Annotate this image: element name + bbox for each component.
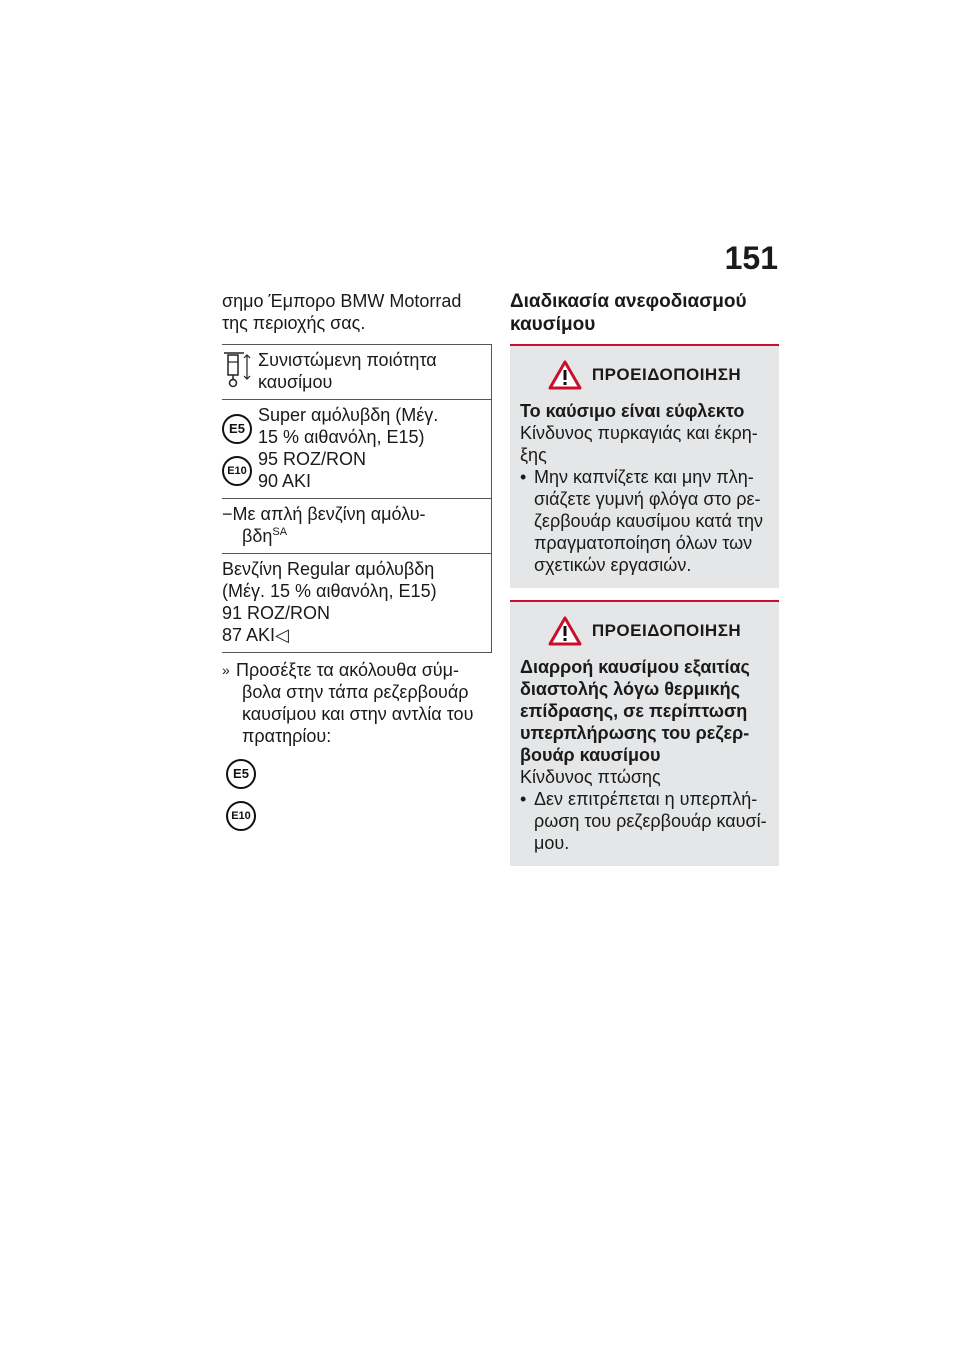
warning-triangle-icon: [548, 360, 582, 390]
fuel-quality-table: [222, 344, 492, 653]
instruction-step: [222, 659, 492, 747]
intro-text: [222, 290, 492, 334]
section-title-line: καυσίμου: [510, 314, 596, 335]
section-title: [510, 290, 779, 336]
warning-risk: Κίνδυνος πτώσης: [520, 767, 661, 787]
bullet-line: ρωση του ρεζερβουάρ καυσί-: [534, 811, 767, 831]
instruction-marker: »: [222, 662, 230, 678]
warning-bullet: [520, 788, 769, 854]
instruction-line: Προσέξτε τα ακόλουθα σύμ-: [236, 660, 460, 680]
bullet-line: Μην καπνίζετε και μην πλη-: [534, 467, 754, 487]
option-sup: SA: [272, 526, 288, 538]
left-column: [222, 290, 492, 843]
fuel-quality-icon: [222, 349, 252, 389]
warning-risk: Κίνδυνος πυρκαγιάς και έκρη-: [520, 423, 758, 443]
warning-title: επίδρασης, σε περίπτωση: [520, 701, 748, 721]
table-row-option: [222, 499, 492, 554]
regular-line: (Μέγ. 15 % αιθανόλη, E15): [222, 581, 437, 601]
bullet-line: ζερβουάρ καυσίμου κατά την: [534, 511, 763, 531]
instruction-line: καυσίμου και στην αντλία του: [242, 704, 474, 724]
intro-line: σημο Έμπορο BMW Motorrad: [222, 291, 462, 311]
warning-title: υπερπλήρωσης του ρεζερ-: [520, 723, 750, 743]
instruction-line: βολα στην τάπα ρεζερβουάρ: [242, 682, 469, 702]
table-row-regular: [222, 554, 492, 653]
warning-label: ΠΡΟΕΙΔΟΠΟΙΗΣΗ: [591, 365, 742, 384]
warning-box: [510, 346, 779, 588]
bullet-icon: •: [520, 789, 527, 809]
bullet-line: σιάζετε γυμνή φλόγα στο ρε-: [534, 489, 761, 509]
super-line: 95 ROZ/RON: [258, 449, 367, 469]
warning-title: βουάρ καυσίμου: [520, 745, 661, 765]
table-header-row: [222, 345, 492, 400]
warning-label: ΠΡΟΕΙΔΟΠΟΙΗΣΗ: [591, 621, 742, 640]
warning-title: Το καύσιμο είναι εύφλεκτο: [520, 401, 745, 421]
right-column: [510, 290, 779, 866]
warning-title: διαστολής λόγω θερμικής: [520, 679, 741, 699]
bullet-line: μου.: [534, 833, 570, 853]
intro-line: της περιοχής σας.: [222, 313, 366, 333]
bullet-line: πραγματοποίηση όλων των: [534, 533, 753, 553]
super-line: 90 AKI: [258, 471, 312, 491]
regular-line: Βενζίνη Regular αμόλυβδη: [222, 559, 435, 579]
warning-bullet: [520, 466, 769, 576]
header-line: Συνιστώμενη ποιότητα: [258, 350, 437, 370]
bullet-line: σχετικών εργασιών.: [534, 555, 692, 575]
e5-icon: E5: [222, 414, 252, 444]
bullet-line: Δεν επιτρέπεται η υπερπλή-: [534, 789, 758, 809]
instruction-line: πρατηρίου:: [242, 726, 332, 746]
e5-icon: E5: [226, 759, 256, 789]
warning-triangle-icon: [548, 616, 582, 646]
regular-line: 91 ROZ/RON: [222, 603, 331, 623]
warning-box: [510, 602, 779, 866]
option-line: Με απλή βενζίνη αμόλυ-: [232, 504, 426, 524]
warning-title: Διαρροή καυσίμου εξαιτίας: [520, 657, 750, 677]
option-dash: −: [222, 504, 233, 524]
table-row-super: [222, 400, 492, 499]
super-line: 15 % αιθανόλη, E15): [258, 427, 425, 447]
bullet-icon: •: [520, 467, 527, 487]
section-title-line: Διαδικασία ανεφοδιασμού: [510, 291, 747, 312]
page-number: 151: [724, 240, 778, 276]
super-line: Super αμόλυβδη (Μέγ.: [258, 405, 439, 425]
option-line: βδη: [242, 526, 273, 546]
regular-line: 87 AKI◁: [222, 625, 289, 645]
header-line: καυσίμου: [258, 372, 333, 392]
e10-icon: E10: [222, 456, 252, 486]
warning-risk: ξης: [520, 445, 547, 465]
e10-icon: E10: [226, 801, 256, 831]
